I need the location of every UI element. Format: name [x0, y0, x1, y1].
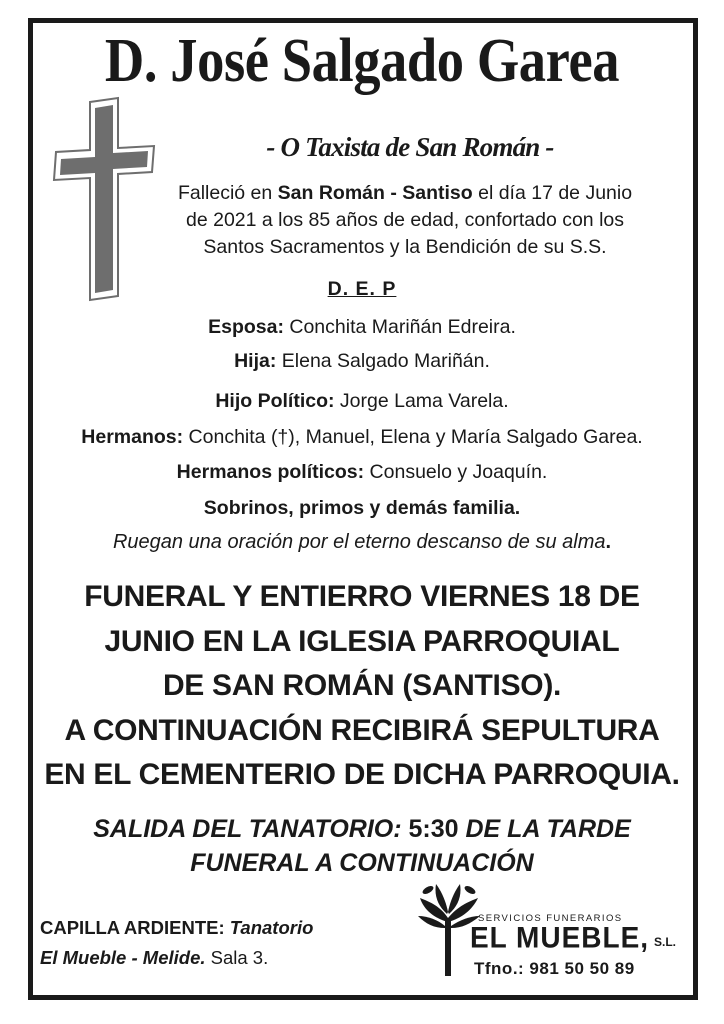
death-notice-text: Falleció en San Román - Santiso el día 17 de Junio de 2021 a los 85 años de edad, confortado con los Santos Sacramentos y la Bendición de su S.S.: [177, 182, 633, 258]
family-others: Sobrinos, primos y demás familia.: [203, 497, 521, 519]
family-siblings-in-law: Hermanos políticos: Consuelo y Joaquín.: [176, 461, 548, 483]
death-place: San Román - Santiso: [277, 182, 473, 204]
chapel-info: CAPILLA ARDIENTE: Tanatorio El Mueble - Melide. Sala 3.: [40, 917, 314, 968]
departure-info: SALIDA DEL TANATORIO: 5:30 DE LA TARDE FUNERAL A CONTINUACIÓN: [93, 815, 631, 877]
family-son-in-law: Hijo Político: Jorge Lama Varela.: [215, 390, 509, 412]
deceased-name: D. José Salgado Garea: [104, 27, 620, 95]
funeral-details: FUNERAL Y ENTIERRO VIERNES 18 DE JUNIO EN LA IGLESIA PARROQUIAL DE SAN ROMÁN (SANTISO). A CONTINUACIÓN RECIBIRÁ SEPULTURA EN EL CEMENTERIO DE DICHA PARROQUIA.: [44, 580, 680, 791]
logo-name: EL MUEBLE,: [470, 921, 650, 954]
family-spouse: Esposa: Conchita Mariñán Edreira.: [208, 316, 516, 338]
logo-suffix: S.L.: [654, 935, 677, 949]
departure-time: 5:30: [408, 815, 459, 843]
nickname: - O Taxista de San Román -: [266, 132, 554, 162]
prayer-request: Ruegan una oración por el eterno descanso de su alma.: [112, 531, 612, 553]
funeral-home-logo: [414, 880, 684, 980]
cross-icon: [52, 96, 156, 307]
logo-phone: Tfno.: 981 50 50 89: [474, 959, 635, 978]
rip-heading: D. E. P: [327, 278, 397, 300]
family-daughter: Hija: Elena Salgado Mariñán.: [234, 350, 490, 372]
family-siblings: Hermanos: Conchita (†), Manuel, Elena y María Salgado Garea.: [81, 426, 643, 448]
logo-subtitle: SERVICIOS FUNERARIOS: [478, 913, 623, 924]
